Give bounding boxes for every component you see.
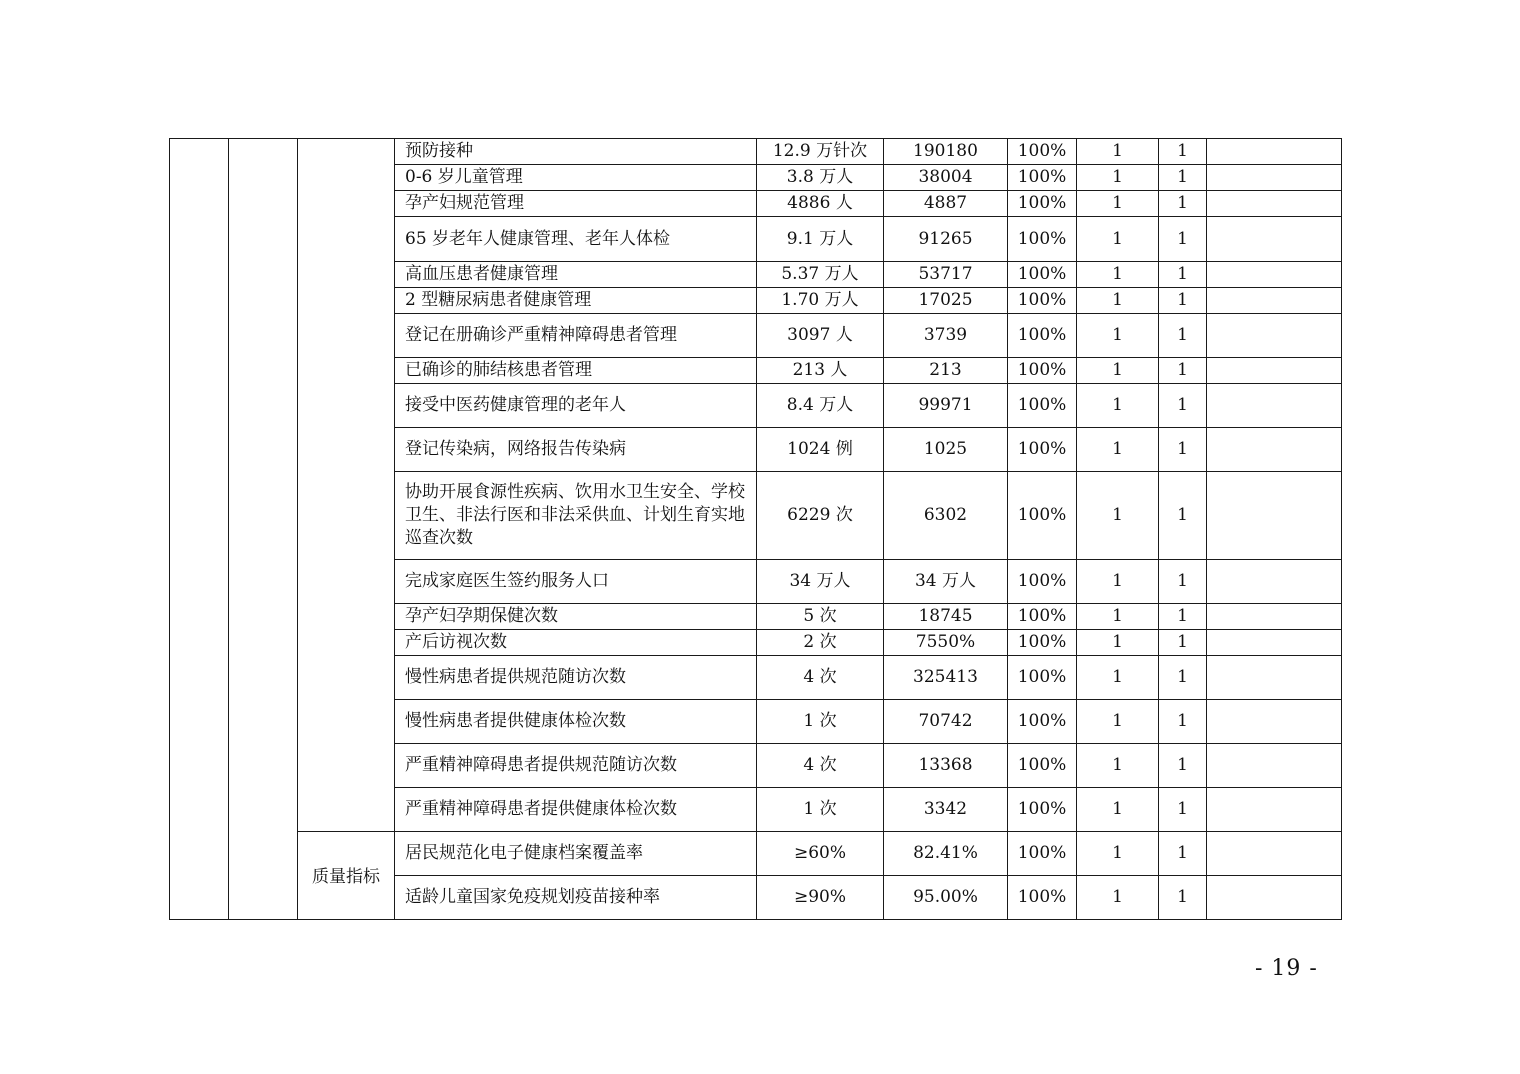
note-cell xyxy=(1207,656,1342,700)
indicator-name-cell: 严重精神障碍患者提供规范随访次数 xyxy=(395,744,757,788)
target-value-cell: 1024 例 xyxy=(757,428,884,472)
note-cell xyxy=(1207,288,1342,314)
weight-cell: 1 xyxy=(1077,656,1159,700)
note-cell xyxy=(1207,314,1342,358)
actual-value-cell: 38004 xyxy=(884,165,1008,191)
actual-value-cell: 190180 xyxy=(884,139,1008,165)
target-value-cell: 8.4 万人 xyxy=(757,384,884,428)
indicator-name-cell: 已确诊的肺结核患者管理 xyxy=(395,358,757,384)
weight-cell: 1 xyxy=(1077,560,1159,604)
weight-cell: 1 xyxy=(1077,288,1159,314)
actual-value-cell: 213 xyxy=(884,358,1008,384)
actual-value-cell: 3342 xyxy=(884,788,1008,832)
note-cell xyxy=(1207,700,1342,744)
indicator-name-cell: 协助开展食源性疾病、饮用水卫生安全、学校卫生、非法行医和非法采供血、计划生育实地巡查次数 xyxy=(395,472,757,560)
score-cell: 1 xyxy=(1159,139,1207,165)
note-cell xyxy=(1207,630,1342,656)
weight-cell: 1 xyxy=(1077,314,1159,358)
indicator-name-cell: 高血压患者健康管理 xyxy=(395,262,757,288)
score-cell: 1 xyxy=(1159,384,1207,428)
score-cell: 1 xyxy=(1159,744,1207,788)
weight-cell: 1 xyxy=(1077,472,1159,560)
table-row xyxy=(170,832,1342,876)
note-cell xyxy=(1207,165,1342,191)
note-cell xyxy=(1207,262,1342,288)
actual-value-cell: 17025 xyxy=(884,288,1008,314)
weight-cell: 1 xyxy=(1077,604,1159,630)
completion-rate-cell: 100% xyxy=(1008,604,1077,630)
target-value-cell: 4 次 xyxy=(757,744,884,788)
actual-value-cell: 3739 xyxy=(884,314,1008,358)
table-row xyxy=(170,139,1342,165)
indicator-name-cell: 预防接种 xyxy=(395,139,757,165)
target-value-cell: 4 次 xyxy=(757,656,884,700)
indicator-name-cell: 0-6 岁儿童管理 xyxy=(395,165,757,191)
target-value-cell: 5 次 xyxy=(757,604,884,630)
note-cell xyxy=(1207,604,1342,630)
note-cell xyxy=(1207,139,1342,165)
note-cell xyxy=(1207,384,1342,428)
weight-cell: 1 xyxy=(1077,630,1159,656)
note-cell xyxy=(1207,472,1342,560)
indicator-name-cell: 2 型糖尿病患者健康管理 xyxy=(395,288,757,314)
score-cell: 1 xyxy=(1159,288,1207,314)
score-cell: 1 xyxy=(1159,788,1207,832)
score-cell: 1 xyxy=(1159,656,1207,700)
indicator-name-cell: 居民规范化电子健康档案覆盖率 xyxy=(395,832,757,876)
completion-rate-cell: 100% xyxy=(1008,358,1077,384)
actual-value-cell: 325413 xyxy=(884,656,1008,700)
score-cell: 1 xyxy=(1159,560,1207,604)
score-cell: 1 xyxy=(1159,428,1207,472)
completion-rate-cell: 100% xyxy=(1008,656,1077,700)
completion-rate-cell: 100% xyxy=(1008,700,1077,744)
indicator-name-cell: 适龄儿童国家免疫规划疫苗接种率 xyxy=(395,876,757,920)
weight-cell: 1 xyxy=(1077,262,1159,288)
completion-rate-cell: 100% xyxy=(1008,139,1077,165)
weight-cell: 1 xyxy=(1077,358,1159,384)
completion-rate-cell: 100% xyxy=(1008,314,1077,358)
score-cell: 1 xyxy=(1159,217,1207,262)
table-body xyxy=(170,139,1342,920)
actual-value-cell: 91265 xyxy=(884,217,1008,262)
note-cell xyxy=(1207,832,1342,876)
actual-value-cell: 6302 xyxy=(884,472,1008,560)
actual-value-cell: 1025 xyxy=(884,428,1008,472)
actual-value-cell: 53717 xyxy=(884,262,1008,288)
indicator-name-cell: 65 岁老年人健康管理、老年人体检 xyxy=(395,217,757,262)
score-cell: 1 xyxy=(1159,358,1207,384)
actual-value-cell: 70742 xyxy=(884,700,1008,744)
note-cell xyxy=(1207,788,1342,832)
indicator-name-cell: 孕产妇规范管理 xyxy=(395,191,757,217)
target-value-cell: 3097 人 xyxy=(757,314,884,358)
weight-cell: 1 xyxy=(1077,788,1159,832)
target-value-cell: 4886 人 xyxy=(757,191,884,217)
completion-rate-cell: 100% xyxy=(1008,288,1077,314)
weight-cell: 1 xyxy=(1077,217,1159,262)
completion-rate-cell: 100% xyxy=(1008,832,1077,876)
note-cell xyxy=(1207,191,1342,217)
target-value-cell: 1 次 xyxy=(757,788,884,832)
actual-value-cell: 99971 xyxy=(884,384,1008,428)
weight-cell: 1 xyxy=(1077,384,1159,428)
target-value-cell: 213 人 xyxy=(757,358,884,384)
target-value-cell: 1 次 xyxy=(757,700,884,744)
target-value-cell: 34 万人 xyxy=(757,560,884,604)
weight-cell: 1 xyxy=(1077,832,1159,876)
completion-rate-cell: 100% xyxy=(1008,191,1077,217)
weight-cell: 1 xyxy=(1077,428,1159,472)
note-cell xyxy=(1207,876,1342,920)
level1-category-cell xyxy=(170,139,229,920)
target-value-cell: 6229 次 xyxy=(757,472,884,560)
score-cell: 1 xyxy=(1159,314,1207,358)
score-cell: 1 xyxy=(1159,832,1207,876)
level2-category-cell xyxy=(229,139,298,920)
note-cell xyxy=(1207,560,1342,604)
actual-value-cell: 34 万人 xyxy=(884,560,1008,604)
target-value-cell: ≥60% xyxy=(757,832,884,876)
actual-value-cell: 18745 xyxy=(884,604,1008,630)
note-cell xyxy=(1207,358,1342,384)
indicator-name-cell: 慢性病患者提供规范随访次数 xyxy=(395,656,757,700)
actual-value-cell: 13368 xyxy=(884,744,1008,788)
actual-value-cell: 7550% xyxy=(884,630,1008,656)
weight-cell: 1 xyxy=(1077,165,1159,191)
indicator-name-cell: 完成家庭医生签约服务人口 xyxy=(395,560,757,604)
target-value-cell: ≥90% xyxy=(757,876,884,920)
completion-rate-cell: 100% xyxy=(1008,472,1077,560)
completion-rate-cell: 100% xyxy=(1008,384,1077,428)
target-value-cell: 2 次 xyxy=(757,630,884,656)
target-value-cell: 3.8 万人 xyxy=(757,165,884,191)
weight-cell: 1 xyxy=(1077,744,1159,788)
note-cell xyxy=(1207,217,1342,262)
indicator-name-cell: 慢性病患者提供健康体检次数 xyxy=(395,700,757,744)
score-cell: 1 xyxy=(1159,700,1207,744)
completion-rate-cell: 100% xyxy=(1008,217,1077,262)
indicator-name-cell: 登记在册确诊严重精神障碍患者管理 xyxy=(395,314,757,358)
quality-indicator-category-cell: 质量指标 xyxy=(298,832,395,920)
target-value-cell: 5.37 万人 xyxy=(757,262,884,288)
indicator-name-cell: 登记传染病，网络报告传染病 xyxy=(395,428,757,472)
note-cell xyxy=(1207,428,1342,472)
completion-rate-cell: 100% xyxy=(1008,560,1077,604)
score-cell: 1 xyxy=(1159,262,1207,288)
score-cell: 1 xyxy=(1159,630,1207,656)
completion-rate-cell: 100% xyxy=(1008,428,1077,472)
score-cell: 1 xyxy=(1159,191,1207,217)
performance-table xyxy=(169,138,1342,920)
note-cell xyxy=(1207,744,1342,788)
indicator-name-cell: 产后访视次数 xyxy=(395,630,757,656)
score-cell: 1 xyxy=(1159,165,1207,191)
weight-cell: 1 xyxy=(1077,700,1159,744)
page-number: - 19 - xyxy=(1255,956,1318,981)
completion-rate-cell: 100% xyxy=(1008,165,1077,191)
target-value-cell: 1.70 万人 xyxy=(757,288,884,314)
indicator-name-cell: 严重精神障碍患者提供健康体检次数 xyxy=(395,788,757,832)
completion-rate-cell: 100% xyxy=(1008,788,1077,832)
weight-cell: 1 xyxy=(1077,191,1159,217)
target-value-cell: 9.1 万人 xyxy=(757,217,884,262)
level3-category-cell xyxy=(298,139,395,832)
completion-rate-cell: 100% xyxy=(1008,262,1077,288)
indicator-name-cell: 接受中医药健康管理的老年人 xyxy=(395,384,757,428)
target-value-cell: 12.9 万针次 xyxy=(757,139,884,165)
actual-value-cell: 82.41% xyxy=(884,832,1008,876)
weight-cell: 1 xyxy=(1077,139,1159,165)
actual-value-cell: 95.00% xyxy=(884,876,1008,920)
weight-cell: 1 xyxy=(1077,876,1159,920)
actual-value-cell: 4887 xyxy=(884,191,1008,217)
completion-rate-cell: 100% xyxy=(1008,876,1077,920)
score-cell: 1 xyxy=(1159,604,1207,630)
score-cell: 1 xyxy=(1159,876,1207,920)
indicator-name-cell: 孕产妇孕期保健次数 xyxy=(395,604,757,630)
completion-rate-cell: 100% xyxy=(1008,744,1077,788)
completion-rate-cell: 100% xyxy=(1008,630,1077,656)
score-cell: 1 xyxy=(1159,472,1207,560)
